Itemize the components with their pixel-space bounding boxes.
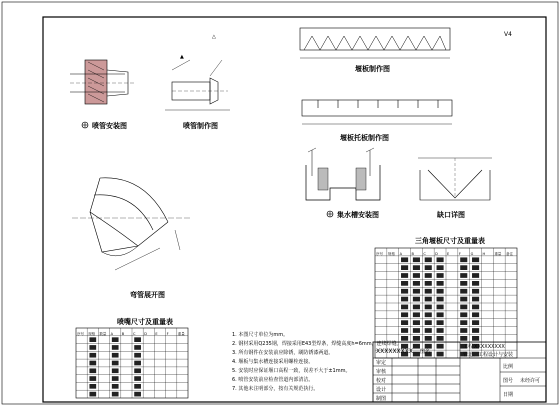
table-cell-mark (413, 281, 420, 286)
table-cell-mark (437, 328, 444, 333)
table-header-cell: 规格 (387, 251, 395, 256)
weir-plate-label: 堰板制作图 (355, 65, 390, 73)
table-cell-mark (460, 265, 467, 270)
table-cell-mark (437, 352, 444, 357)
weir-table-title: 三角堰板尺寸及重量表 (415, 237, 485, 245)
table-header-cell: A (110, 331, 114, 336)
row-design: 设计 (376, 387, 387, 393)
table-cell-mark (134, 337, 141, 342)
table-header-cell: 序号 (77, 331, 84, 336)
elbow-unfold-detail (72, 178, 190, 299)
table-cell-mark (472, 328, 479, 333)
table-cell-mark (425, 273, 432, 278)
drawing-title-sub: 图名 (420, 349, 431, 355)
table-cell-mark (413, 344, 420, 349)
table-cell-mark (437, 336, 444, 341)
table-header-cell: 备注 (506, 251, 514, 256)
table-cell-mark (472, 273, 479, 278)
table-cell-mark (437, 273, 444, 278)
table-cell-mark (401, 265, 408, 270)
table-cell-mark (89, 368, 96, 373)
notch-detail (418, 158, 492, 219)
table-header-cell: 重量 (177, 331, 185, 336)
note-5: 5. 安装时应保证堰口高程一致，误差不大于±1mm。 (232, 368, 351, 374)
drawing-subtitle: 管道、工程设计与安装 (463, 352, 514, 358)
table-cell-mark (472, 281, 479, 286)
table-cell-mark (425, 257, 432, 262)
table-cell-mark (472, 257, 479, 262)
table-cell-mark (413, 305, 420, 310)
table-cell-mark (134, 345, 141, 350)
nozzle-make-detail (165, 34, 230, 130)
table-cell-mark (472, 336, 479, 341)
table-cell-mark (460, 328, 467, 333)
table-cell-mark (112, 353, 119, 358)
table-cell-mark (401, 297, 408, 302)
table-cell-mark (425, 289, 432, 294)
table-cell-mark (413, 297, 420, 302)
table-cell-mark (460, 281, 467, 286)
note-1: 1. 本图尺寸单位为mm。 (232, 332, 289, 338)
nozzle-table-title: 喷嘴尺寸及重量表 (117, 318, 173, 326)
row-review: 审核 (376, 369, 387, 375)
table-cell-mark (413, 336, 420, 341)
table-cell-mark (413, 289, 420, 294)
note-2: 2. 钢材采用Q235钢，焊接采用E43型焊条，焊缝高度h=6mm，连续焊缝。 (232, 341, 402, 347)
table-cell-mark (401, 273, 408, 278)
nozzle-make-label: 喷管制作图 (183, 122, 218, 130)
cell-date: 日期 (503, 392, 514, 398)
table-cell-mark (134, 384, 141, 389)
table-cell-mark (460, 273, 467, 278)
table-cell-mark (425, 265, 432, 270)
table-cell-mark (472, 320, 479, 325)
table-header-cell: 规格 (88, 331, 96, 336)
table-cell-mark (437, 312, 444, 317)
table-cell-mark (437, 344, 444, 349)
table-cell-mark (437, 265, 444, 270)
table-cell-mark (112, 361, 119, 366)
notch-detail-label: 缺口详图 (437, 211, 465, 219)
table-cell-mark (425, 336, 432, 341)
table-cell-mark (401, 312, 408, 317)
nozzle-install-detail (70, 60, 135, 130)
table-cell-mark (401, 289, 408, 294)
table-cell-mark (413, 273, 420, 278)
table-cell-mark (425, 305, 432, 310)
svg-text:▲: ▲ (180, 54, 184, 60)
svg-text:△: △ (212, 34, 216, 40)
table-cell-mark (112, 376, 119, 381)
drawing-title-code: XXXXXXXXX (376, 348, 413, 355)
note-7: 7. 其他未注明部分，按有关规范执行。 (232, 386, 319, 392)
row-check: 校对 (376, 378, 387, 384)
table-cell-mark (437, 281, 444, 286)
table-header-cell: F (166, 331, 169, 336)
table-cell-mark (134, 392, 141, 397)
nozzle-table-grid (76, 328, 188, 398)
project-name: 工程 (463, 344, 474, 350)
table-cell-mark (401, 257, 408, 262)
table-cell-mark (413, 257, 420, 262)
table-cell-mark (134, 353, 141, 358)
table-cell-mark (437, 305, 444, 310)
cell-scale: 比例 (503, 364, 514, 370)
table-cell-mark (112, 368, 119, 373)
table-cell-mark (401, 328, 408, 333)
table-cell-mark (460, 312, 467, 317)
table-cell-mark (401, 281, 408, 286)
table-cell-mark (413, 265, 420, 270)
table-cell-mark (401, 320, 408, 325)
table-cell-mark (437, 320, 444, 325)
table-cell-mark (89, 384, 96, 389)
table-cell-mark (472, 312, 479, 317)
table-cell-mark (437, 297, 444, 302)
table-cell-mark (472, 305, 479, 310)
project-code: XXXXXXXXX (474, 344, 505, 350)
table-cell-mark (460, 320, 467, 325)
table-header-cell: E (155, 331, 158, 336)
table-header-cell: H (482, 251, 486, 256)
table-cell-mark (401, 305, 408, 310)
table-header-cell: B (121, 331, 125, 336)
stamp: 未经许可 (520, 378, 541, 384)
table-header-cell: 重量 (494, 251, 502, 256)
triangle-weir-table (375, 236, 517, 358)
table-cell-mark (112, 337, 119, 342)
table-cell-mark (437, 289, 444, 294)
support-plate-label: 堰板托板制作图 (340, 134, 389, 142)
table-cell-mark (134, 361, 141, 366)
table-header-cell: E (447, 251, 450, 256)
table-header-cell: 数量 (99, 331, 107, 336)
table-header-cell: D (144, 331, 147, 336)
nozzle-table (76, 317, 188, 398)
table-cell-mark (112, 392, 119, 397)
table-cell-mark (413, 320, 420, 325)
table-cell-mark (112, 345, 119, 350)
table-cell-mark (425, 328, 432, 333)
note-3: 3. 所有钢件在安装前应除锈，刷防锈漆两道。 (232, 350, 334, 356)
table-header-cell: 序号 (376, 251, 383, 256)
table-cell-mark (89, 361, 96, 366)
table-cell-mark (401, 336, 408, 341)
table-cell-mark (425, 320, 432, 325)
table-header-cell: C (423, 251, 426, 256)
nozzle-install-label: 喷管安装图 (92, 122, 127, 130)
note-4: 4. 堰板与集水槽连接采用螺栓连接。 (232, 359, 314, 365)
table-cell-mark (460, 289, 467, 294)
table-header-cell: G (470, 251, 474, 256)
table-cell-mark (89, 345, 96, 350)
table-cell-mark (460, 297, 467, 302)
table-cell-mark (134, 376, 141, 381)
table-header-cell: F (458, 251, 461, 256)
table-cell-mark (89, 337, 96, 342)
table-cell-mark (437, 257, 444, 262)
table-header-cell: C (133, 331, 136, 336)
table-cell-mark (425, 344, 432, 349)
table-cell-mark (460, 336, 467, 341)
table-cell-mark (460, 305, 467, 310)
row-draw: 制图 (376, 396, 387, 402)
table-cell-mark (413, 328, 420, 333)
table-header-cell: B (411, 251, 414, 256)
weir-plate-detail (300, 28, 450, 73)
table-cell-mark (89, 376, 96, 381)
note-6: 6. 喷管安装前应检查管道内部清洁。 (232, 377, 314, 383)
table-cell-mark (413, 312, 420, 317)
cell-drawing-no: 图号 (503, 378, 514, 384)
elbow-unfold-label: 弯管展开图 (130, 291, 165, 299)
row-approve: 审定 (376, 360, 387, 366)
table-cell-mark (472, 297, 479, 302)
table-cell-mark (112, 384, 119, 389)
table-cell-mark (134, 368, 141, 373)
table-cell-mark (425, 297, 432, 302)
table-header-cell: A (399, 251, 403, 256)
title-block (373, 342, 546, 402)
table-cell-mark (89, 353, 96, 358)
table-cell-mark (472, 265, 479, 270)
table-cell-mark (460, 257, 467, 262)
collecting-trough-label: 集水槽安装图 (337, 211, 379, 219)
table-cell-mark (425, 312, 432, 317)
table-cell-mark (89, 392, 96, 397)
support-plate-detail (302, 100, 452, 142)
table-header-cell: D (435, 251, 438, 256)
table-cell-mark (413, 352, 420, 357)
page-number: V4 (504, 31, 512, 38)
table-cell-mark (472, 289, 479, 294)
collecting-trough-detail (306, 148, 380, 219)
table-cell-mark (425, 281, 432, 286)
